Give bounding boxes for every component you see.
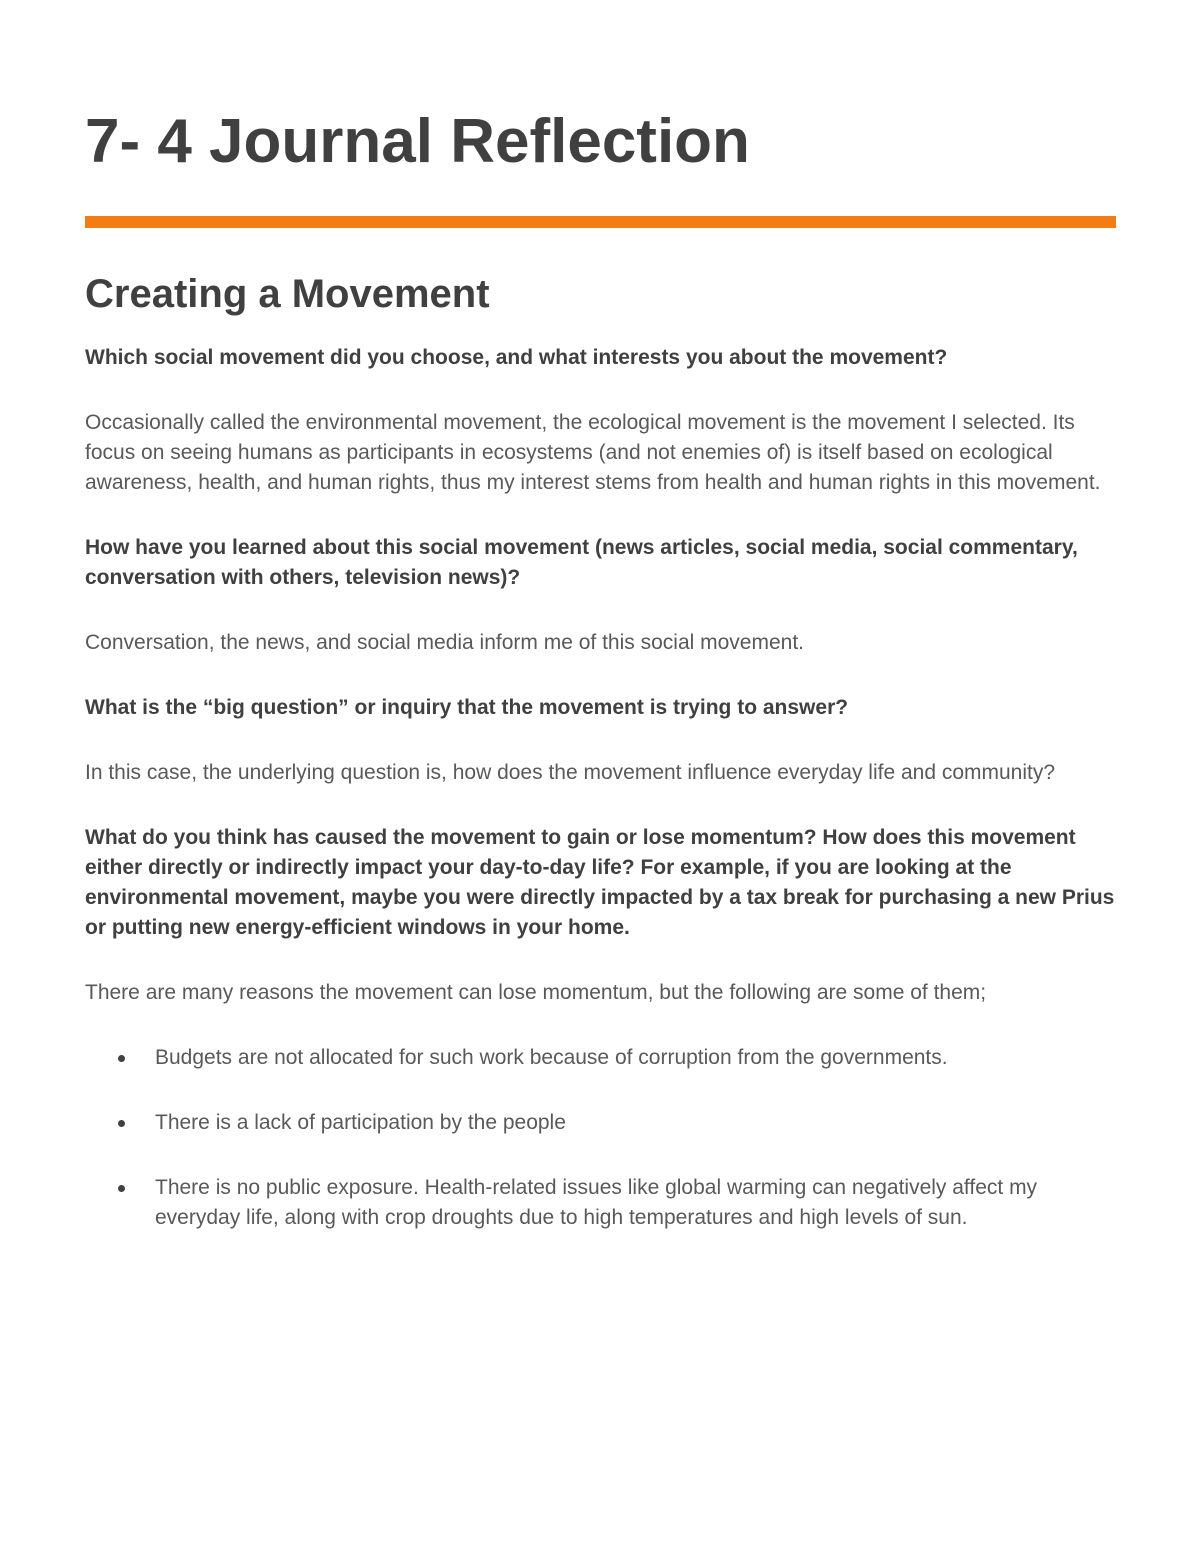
document-title: 7- 4 Journal Reflection xyxy=(85,107,750,176)
question-3: What is the “big question” or inquiry that the movement is trying to answer? xyxy=(85,696,849,719)
list-item-text: There is no public exposure. Health-related issues like global warming can negatively affect my everyday life, along with crop droughts due to high temperatures and high levels of sun. xyxy=(155,1176,1038,1229)
reasons-list xyxy=(85,1043,1115,1233)
list-item xyxy=(85,1108,1115,1138)
answer-4: There are many reasons the movement can lose momentum, but the following are some of them; xyxy=(85,981,987,1004)
list-item-text: Budgets are not allocated for such work because of corruption from the governments. xyxy=(155,1046,948,1069)
list-item xyxy=(85,1173,1115,1233)
answer-1: Occasionally called the environmental movement, the ecological movement is the movement I selected. Its focus on seeing humans as participants in ecosystems (and not enemies of) is itself based on ecological awareness, health, and human rights, thus my interest stems from health and human rights in this movement. xyxy=(85,411,1101,494)
bullet-icon xyxy=(118,1120,125,1127)
answer-2: Conversation, the news, and social media inform me of this social movement. xyxy=(85,631,804,654)
list-item-text: There is a lack of participation by the people xyxy=(155,1111,566,1134)
question-2: How have you learned about this social movement (news articles, social media, social commentary, conversation with others, television news)? xyxy=(85,536,1078,589)
title-divider xyxy=(85,216,1116,228)
question-1: Which social movement did you choose, and what interests you about the movement? xyxy=(85,346,948,369)
answer-3: In this case, the underlying question is, how does the movement influence everyday life and community? xyxy=(85,761,1056,784)
bullet-icon xyxy=(118,1055,125,1062)
section-heading: Creating a Movement xyxy=(85,272,490,316)
question-4: What do you think has caused the movement to gain or lose momentum? How does this movement either directly or indirectly impact your day-to-day life? For example, if you are looking at the environmental movement, maybe you were directly impacted by a tax break for purchasing a new Prius or putting new energy-efficient windows in your home. xyxy=(85,826,1115,939)
bullet-icon xyxy=(118,1185,125,1192)
list-item xyxy=(85,1043,1115,1073)
